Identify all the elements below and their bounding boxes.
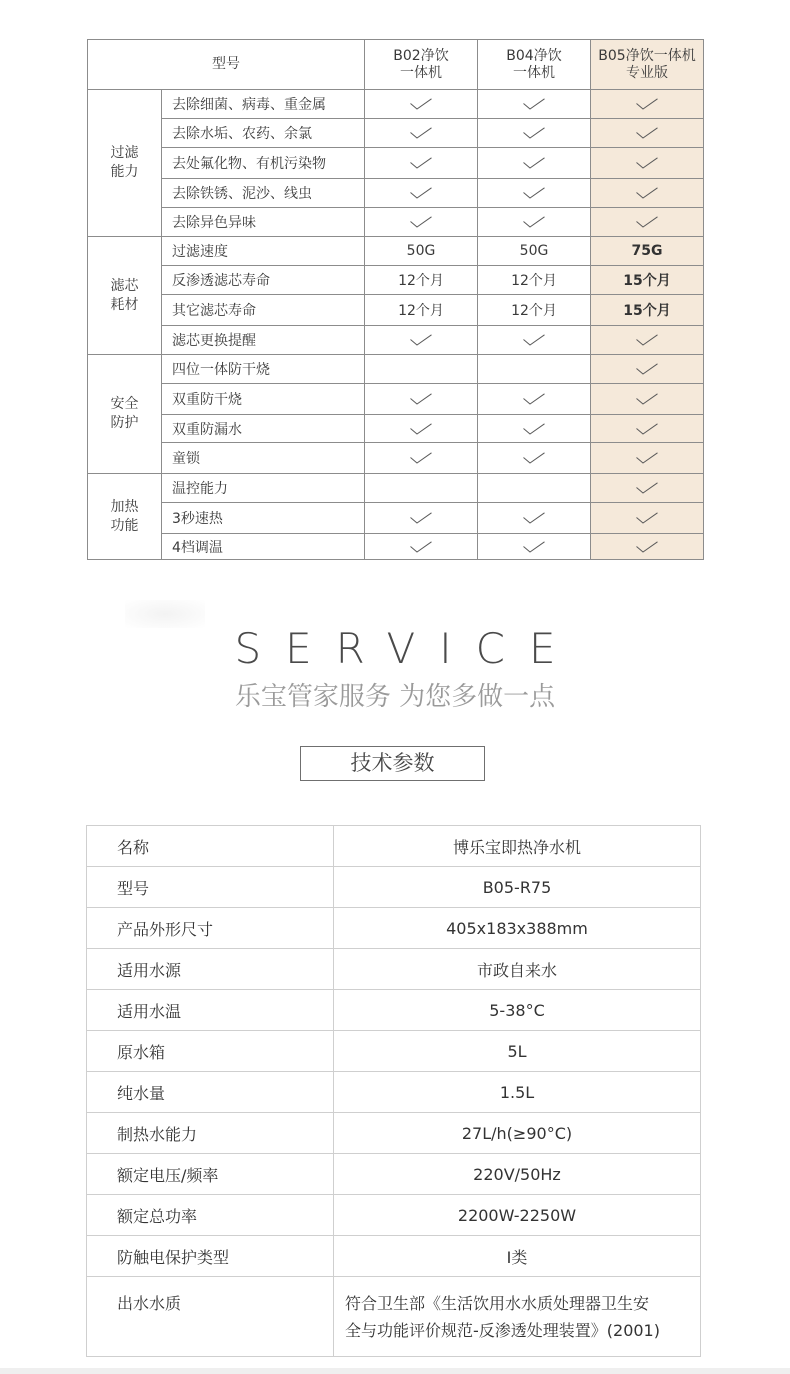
check-cell [478, 443, 591, 474]
check-cell [478, 90, 591, 119]
spec-row [87, 1154, 701, 1195]
check-cell [365, 443, 478, 474]
check-icon [636, 187, 658, 199]
value-cell [365, 355, 478, 384]
spec-row [87, 1195, 701, 1236]
check-icon [410, 334, 432, 346]
comparison-row [88, 355, 704, 384]
spec-value: 220V/50Hz [334, 1154, 701, 1195]
comparison-row [88, 443, 704, 474]
check-cell [478, 503, 591, 534]
comparison-row [88, 534, 704, 560]
check-icon [410, 187, 432, 199]
feature-label: 去除铁锈、泥沙、线虫 [162, 179, 365, 208]
check-icon [410, 98, 432, 110]
spec-key: 制热水能力 [87, 1113, 334, 1154]
check-cell [365, 384, 478, 415]
service-title: SERVICE [234, 624, 580, 673]
check-icon [636, 541, 658, 553]
check-cell [365, 208, 478, 237]
check-cell [591, 415, 704, 443]
service-subtitle: 乐宝管家服务 为您多做一点 [234, 682, 556, 712]
check-cell [591, 148, 704, 179]
value-cell: 15个月 [591, 266, 704, 295]
check-icon [410, 216, 432, 228]
value-cell: 75G [591, 237, 704, 266]
check-icon [523, 98, 545, 110]
check-icon [410, 452, 432, 464]
value-cell: 15个月 [591, 295, 704, 326]
comparison-row [88, 503, 704, 534]
check-icon [523, 157, 545, 169]
spec-row [87, 908, 701, 949]
check-cell [478, 384, 591, 415]
check-cell [591, 326, 704, 355]
feature-label: 去除异色异味 [162, 208, 365, 237]
model-header: B05净饮一体机 专业版 [591, 40, 704, 90]
check-cell [591, 208, 704, 237]
value-cell: 50G [365, 237, 478, 266]
check-cell [365, 534, 478, 560]
check-icon [410, 512, 432, 524]
feature-label: 双重防漏水 [162, 415, 365, 443]
check-icon [410, 541, 432, 553]
value-cell: 12个月 [478, 295, 591, 326]
check-cell [591, 355, 704, 384]
spec-row [87, 1072, 701, 1113]
check-cell [478, 148, 591, 179]
check-icon [410, 127, 432, 139]
check-cell [365, 90, 478, 119]
feature-label: 四位一体防干烧 [162, 355, 365, 384]
check-icon [523, 216, 545, 228]
check-cell [591, 90, 704, 119]
check-cell [478, 179, 591, 208]
check-icon [410, 157, 432, 169]
spec-key: 名称 [87, 826, 334, 867]
value-cell: 12个月 [365, 295, 478, 326]
comparison-row [88, 415, 704, 443]
comparison-row [88, 148, 704, 179]
spec-value: 博乐宝即热净水机 [334, 826, 701, 867]
spec-row [87, 1236, 701, 1277]
spec-table [86, 825, 701, 1357]
spec-value: I类 [334, 1236, 701, 1277]
spec-row [87, 1031, 701, 1072]
spec-value: 405x183x388mm [334, 908, 701, 949]
feature-label: 去除细菌、病毒、重金属 [162, 90, 365, 119]
value-cell: 12个月 [478, 266, 591, 295]
check-icon [636, 423, 658, 435]
model-header: B02净饮 一体机 [365, 40, 478, 90]
check-cell [478, 208, 591, 237]
check-cell [478, 415, 591, 443]
feature-label: 反渗透滤芯寿命 [162, 266, 365, 295]
spec-value: 市政自来水 [334, 949, 701, 990]
comparison-row [88, 237, 704, 266]
spec-key: 产品外形尺寸 [87, 908, 334, 949]
value-cell [478, 474, 591, 503]
category-label: 加热 功能 [88, 474, 162, 560]
spec-value: 2200W-2250W [334, 1195, 701, 1236]
check-icon [523, 187, 545, 199]
check-cell [591, 503, 704, 534]
spec-key: 适用水温 [87, 990, 334, 1031]
spec-key: 纯水量 [87, 1072, 334, 1113]
check-cell [591, 384, 704, 415]
check-icon [523, 393, 545, 405]
check-cell [365, 415, 478, 443]
spec-row [87, 1113, 701, 1154]
comparison-row [88, 474, 704, 503]
model-header: B04净饮 一体机 [478, 40, 591, 90]
value-cell: 12个月 [365, 266, 478, 295]
tech-params-button[interactable]: 技术参数 [300, 746, 485, 781]
check-icon [636, 363, 658, 375]
feature-label: 过滤速度 [162, 237, 365, 266]
check-cell [478, 326, 591, 355]
spec-key: 防触电保护类型 [87, 1236, 334, 1277]
comparison-table [87, 39, 704, 560]
check-icon [523, 127, 545, 139]
check-icon [636, 127, 658, 139]
spec-key: 原水箱 [87, 1031, 334, 1072]
spec-key: 额定电压/频率 [87, 1154, 334, 1195]
comparison-header-row [88, 40, 704, 90]
comparison-row [88, 90, 704, 119]
comparison-row [88, 119, 704, 148]
spec-value: 5L [334, 1031, 701, 1072]
check-icon [636, 98, 658, 110]
value-cell: 50G [478, 237, 591, 266]
feature-label: 去除水垢、农药、余氯 [162, 119, 365, 148]
spec-row [87, 990, 701, 1031]
spec-row [87, 1277, 701, 1357]
comparison-row [88, 179, 704, 208]
feature-label: 童锁 [162, 443, 365, 474]
comparison-row [88, 295, 704, 326]
check-cell [365, 326, 478, 355]
check-icon [410, 393, 432, 405]
check-icon [636, 216, 658, 228]
feature-label: 温控能力 [162, 474, 365, 503]
comparison-row [88, 266, 704, 295]
spec-key: 适用水源 [87, 949, 334, 990]
spec-key: 额定总功率 [87, 1195, 334, 1236]
spec-row [87, 826, 701, 867]
check-icon [636, 157, 658, 169]
check-cell [478, 534, 591, 560]
check-cell [478, 119, 591, 148]
check-icon [636, 393, 658, 405]
spec-value: 符合卫生部《生活饮用水水质处理器卫生安 全与功能评价规范-反渗透处理装置》(2001) [334, 1277, 701, 1357]
check-icon [523, 541, 545, 553]
feature-label: 4档调温 [162, 534, 365, 560]
check-icon [523, 334, 545, 346]
feature-label: 双重防干烧 [162, 384, 365, 415]
check-cell [591, 443, 704, 474]
check-cell [591, 119, 704, 148]
check-cell [591, 534, 704, 560]
check-cell [365, 503, 478, 534]
check-icon [636, 452, 658, 464]
feature-label: 其它滤芯寿命 [162, 295, 365, 326]
check-icon [523, 423, 545, 435]
feature-label: 滤芯更换提醒 [162, 326, 365, 355]
check-cell [591, 474, 704, 503]
check-icon [636, 512, 658, 524]
check-cell [365, 179, 478, 208]
check-icon [410, 423, 432, 435]
bottom-divider [0, 1368, 790, 1374]
spec-value: 1.5L [334, 1072, 701, 1113]
check-icon [636, 334, 658, 346]
spec-value: 5-38°C [334, 990, 701, 1031]
spec-key: 型号 [87, 867, 334, 908]
spec-key: 出水水质 [87, 1277, 334, 1357]
feature-label: 去处氟化物、有机污染物 [162, 148, 365, 179]
spec-row [87, 867, 701, 908]
value-cell [478, 355, 591, 384]
check-icon [523, 452, 545, 464]
spec-row [87, 949, 701, 990]
spec-value: 27L/h(≥90°C) [334, 1113, 701, 1154]
comparison-row [88, 326, 704, 355]
comparison-row [88, 208, 704, 237]
spec-value: B05-R75 [334, 867, 701, 908]
category-label: 过滤 能力 [88, 90, 162, 237]
category-label: 滤芯 耗材 [88, 237, 162, 355]
check-icon [523, 512, 545, 524]
feature-label: 3秒速热 [162, 503, 365, 534]
comparison-row [88, 384, 704, 415]
category-label: 安全 防护 [88, 355, 162, 474]
model-label: 型号 [88, 40, 365, 90]
value-cell [365, 474, 478, 503]
check-icon [636, 482, 658, 494]
check-cell [591, 179, 704, 208]
check-cell [365, 119, 478, 148]
check-cell [365, 148, 478, 179]
